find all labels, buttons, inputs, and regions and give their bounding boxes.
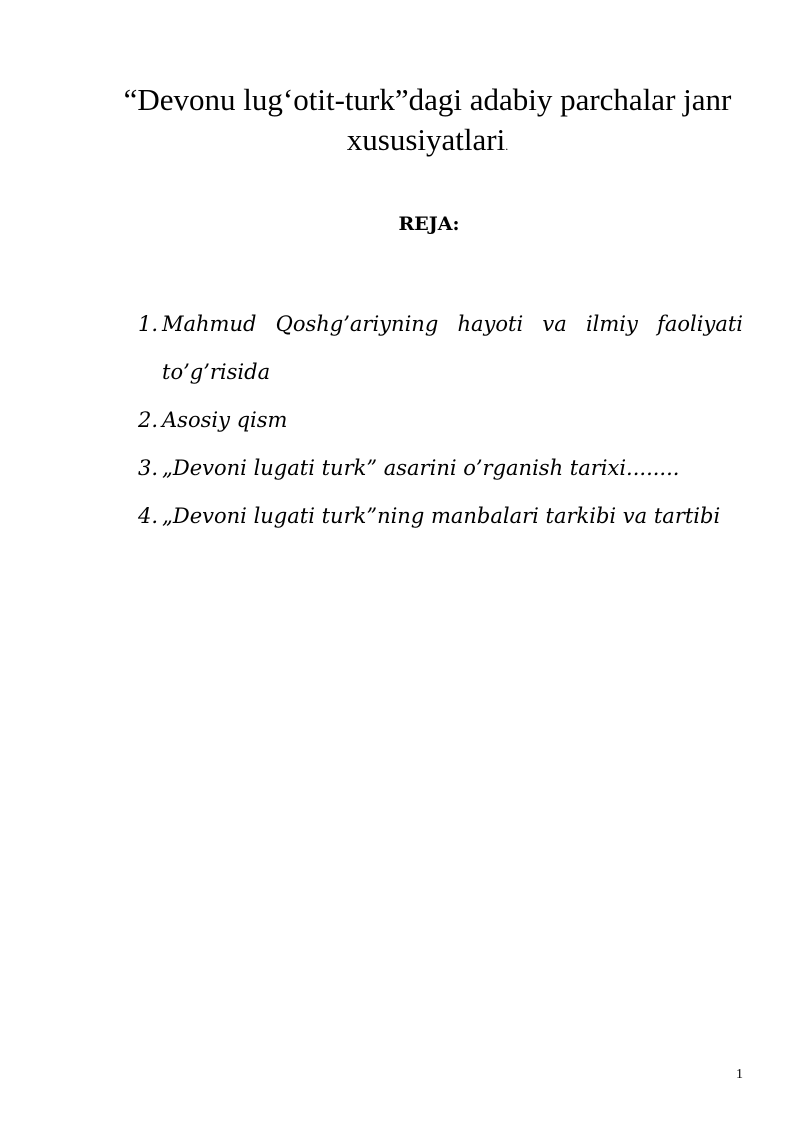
plan-item-number: 2. <box>138 408 159 432</box>
plan-heading: REJA: <box>398 213 460 235</box>
document-title-text: “Devonu lug‘otit-turk”dagi adabiy parchalar janr xususiyatlari <box>123 82 732 157</box>
document-title <box>100 80 755 166</box>
plan-item <box>138 300 743 396</box>
plan-item <box>138 396 743 444</box>
plan-item <box>138 492 743 540</box>
plan-list <box>138 300 743 540</box>
plan-item <box>138 444 743 492</box>
plan-item-text: „Devoni lugati turk” asarini o’rganish tarixi........ <box>162 456 680 480</box>
plan-item-text: Asosiy qism <box>162 408 288 432</box>
plan-item-text: Mahmud Qoshg’ariyning hayoti va ilmiy faoliyati to’g’risida <box>162 312 743 384</box>
plan-item-number: 3. <box>138 456 159 480</box>
plan-item-number: 1. <box>138 312 159 336</box>
page-number: 1 <box>736 1067 743 1082</box>
plan-item-text: „Devoni lugati turk”ning manbalari tarkibi va tartibi <box>162 504 721 528</box>
document-title-dot: . <box>505 139 509 153</box>
plan-item-number: 4. <box>138 504 159 528</box>
